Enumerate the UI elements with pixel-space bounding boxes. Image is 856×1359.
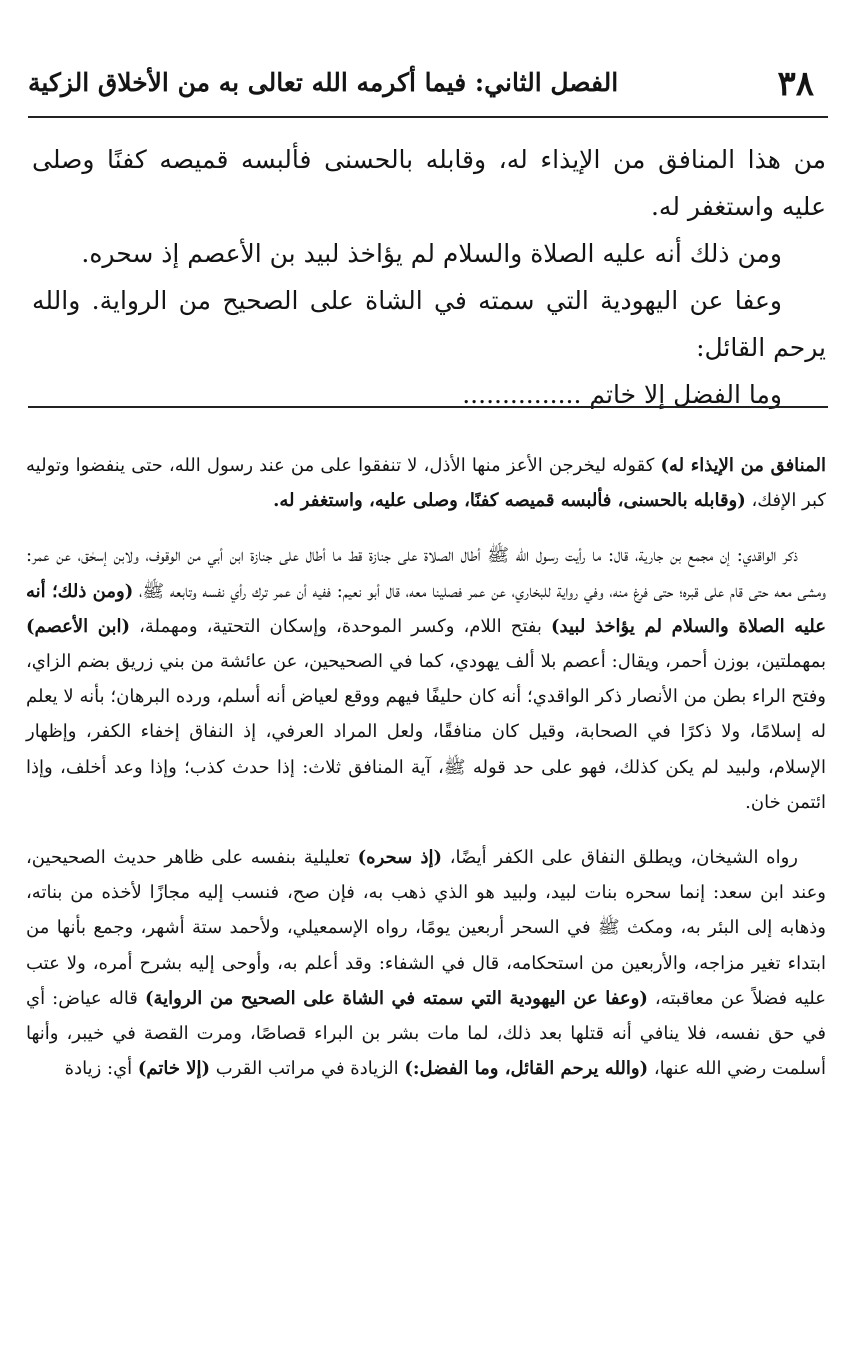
commentary-text: ذكر الواقدي: إن مجمع بن جارية، قال: ما رأيت رسول الله ﷺ أطال الصلاة على جنازة قط ما أطال على جنازة ابن أبي من الوقوف، ولابن إسحٰق، عن عمر: ومشى معه حتى قام على قبره؛ حتى فرغ منه، وفي رواية للبخاري، عن عمر فصلينا معه، قال أبو نعيم: ففيه أن عمر ترك رأي نفسه وتابعه ﷺ، bbox=[26, 545, 826, 602]
commentary-text: قاله عياض: أي في حق نفسه، فلا ينافي أنه قتلها بعد ذلك، لما مات بشر بن البراء قصاصًا، ومرت القصة في خيبر، وأنها أسلمت رضي الله عنها، bbox=[26, 987, 826, 1080]
page-number: ٣٨ bbox=[777, 64, 814, 104]
commentary-paragraph bbox=[26, 538, 826, 820]
main-paragraph: ومن ذلك أنه عليه الصلاة والسلام لم يؤاخذ لبيد بن الأعصم إذ سحره. bbox=[81, 239, 782, 268]
commentary-text: كقوله ليخرجن الأعز منها الأذل، لا تنفقوا على من عند رسول الله، حتى ينفضوا وتوليه كبر الإفك، bbox=[26, 455, 826, 512]
quoted-matn: المنافق من الإيذاء له) bbox=[660, 455, 826, 476]
page-header bbox=[28, 56, 826, 114]
quoted-matn: (إلا خاتم) bbox=[137, 1058, 211, 1080]
quoted-matn: (والله يرحم القائل، وما الفضل:) bbox=[404, 1058, 649, 1080]
main-text bbox=[32, 136, 826, 418]
quoted-matn: (وعفا عن اليهودية التي سمته في الشاة على الصحيح من الرواية) bbox=[144, 987, 648, 1009]
quoted-matn: (إذ سحره) bbox=[357, 847, 443, 869]
commentary-text: بمهملتين، بوزن أحمر، ويقال: أعصم بلا ألف يهودي، كما في الصحيحين، عن عائشة من بني زريق بضم الزاي، وفتح الراء بطن من الأنصار ذكر الواقدي؛ أنه كان حليفًا فيهم ووقع لعياض أنه أسلم، ورده البرهان؛ بأنه لا يعلم له إسلامًا، ولا ذكرًا في الصحابة، وقيل كان منافقًا، ولعل المراد العرفي، إذ النفاق إخفاء الكفر، وإظهار الإسلام، ولبيد لم يكن كذلك، فهو على حد قوله ﷺ، آية المنافق ثلاث: إذا حدث كذب؛ وإذا وعد أخلف، وإذا ائتمن خان. bbox=[26, 651, 826, 813]
separator-rule bbox=[28, 406, 828, 408]
quoted-matn: (وقابله بالحسنى، فألبسه قميصه كفنًا، وصلى عليه، واستغفر له. bbox=[273, 490, 746, 512]
quoted-matn: (ومن ذلك؛ أنه عليه الصلاة والسلام لم يؤاخذ لبيد) bbox=[26, 580, 826, 637]
main-paragraph: من هذا المنافق من الإيذاء له، وقابله بالحسنى فألبسه قميصه كفنًا وصلى عليه واستغفر له. bbox=[32, 145, 826, 221]
commentary bbox=[26, 448, 826, 1106]
commentary-text: بفتح اللام، وكسر الموحدة، وإسكان التحتية، ومهملة، bbox=[129, 615, 552, 637]
quoted-matn: (ابن الأعصم) bbox=[26, 615, 130, 637]
commentary-text: الزيادة في مراتب القرب bbox=[210, 1058, 405, 1080]
commentary-paragraph bbox=[26, 840, 826, 1086]
commentary-text: أي: زيادة bbox=[64, 1058, 138, 1080]
commentary-text: رواه الشيخان، ويطلق النفاق على الكفر أيضًا، bbox=[442, 847, 798, 869]
header-rule bbox=[28, 116, 828, 118]
verse-line: وما الفضل إلا خاتم ............... bbox=[462, 380, 782, 409]
commentary-text: تعليلية بنفسه على ظاهر حديث الصحيحين، وعند ابن سعد: إنما سحره بنات لبيد، ولبيد هو الذي ذهب به، فإن صح، فنسب إليه مجازًا لأخذه من بناته، وذهابه إلى البئر به، ومكث ﷺ في السحر أربعين يومًا، رواه الإسمعيلي، ولأحمد ستة أشهر، وجمع بأنها من ابتداء تغير مزاجه، والأربعين من استحكامه، قال في الشفاء: وقد أعلم به، وأوحى إليه بشرح أمره، ولا عتب عليه فضلاً عن معاقبته، bbox=[26, 847, 826, 1009]
chapter-title: الفصل الثاني: فيما أكرمه الله تعالى به من الأخلاق الزكية bbox=[28, 68, 619, 97]
commentary-paragraph bbox=[26, 448, 826, 518]
main-paragraph: وعفا عن اليهودية التي سمته في الشاة على الصحيح من الرواية. والله يرحم القائل: bbox=[32, 286, 826, 362]
